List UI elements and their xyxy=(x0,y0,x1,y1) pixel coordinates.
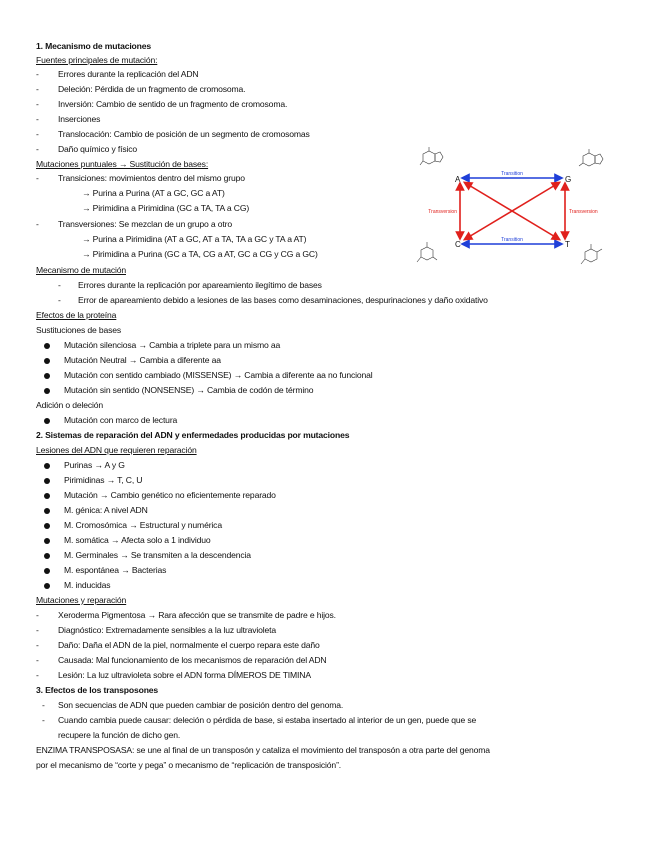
list-item: - Son secuencias de ADN que pueden cambiar de posición dentro del genoma. xyxy=(42,700,344,710)
fuentes-heading: Fuentes principales de mutación: xyxy=(36,55,158,65)
pyrimidine-c-structure-icon xyxy=(417,242,437,262)
section-3-heading: 3. Efectos de los transposones xyxy=(36,685,159,695)
list-item: - Errores durante la replicación por apareamiento ilegítimo de bases xyxy=(58,280,322,290)
list-item: - Daño: Daña el ADN de la piel, normalmente el cuerpo repara este daño xyxy=(36,640,320,650)
mutrep-heading: Mutaciones y reparación xyxy=(36,595,127,605)
transversiones-1: → Purina a Pirimidina (AT a GC, AT a TA, TA a GC y TA a AT) xyxy=(82,234,307,244)
list-item: - Xeroderma Pigmentosa → Rara afección que se transmite de padre e hijos. xyxy=(36,610,336,620)
transversion-label-right: Transversion xyxy=(569,209,598,215)
purine-a-structure-icon xyxy=(420,147,443,165)
list-item-continuation: recupere la función de dicho gen. xyxy=(58,730,181,740)
pyrimidine-t-structure-icon xyxy=(581,244,602,264)
list-item: - Deleción: Pérdida de un fragmento de cromosoma. xyxy=(36,84,246,94)
list-item: - Causada: Mal funcionamiento de los mecanismos de reparación del ADN xyxy=(36,655,327,665)
transiciones-purina: → Purina a Purina (AT a GC, GC a AT) xyxy=(82,188,225,198)
base-t-label: T xyxy=(565,240,570,249)
list-item: - Translocación: Cambio de posición de un segmento de cromosomas xyxy=(36,129,310,139)
section-1-heading: 1. Mecanismo de mutaciones xyxy=(36,41,152,51)
adicion-label: Adición o deleción xyxy=(36,400,104,410)
transversiones-2: → Pirimidina a Purina (GC a TA, CG a AT, GC a CG y CG a GC) xyxy=(82,249,318,259)
transition-label-bottom: Transition xyxy=(501,237,523,243)
document-page: 1. Mecanismo de mutaciones Fuentes principales de mutación: - Errores durante la replicación del ADN - Deleción: Pérdida de un fragmento de cromosoma. - Inversión: Cambio de sentido de un fragmento de cromosoma. - Inserciones - Translocación: Cambio de posición de un segmento de cromosomas - Daño químico y físico Mutaciones puntuales → Sustitución de bases: - Transiciones: movimientos dentro del mismo grupo → Purina a Purina (AT a GC, GC a AT) → Pirimidina a Pirimidina (GC a TA, TA a CG) - Transversiones: Se mezclan de un grupo a otro → Purina a Pirimidina (AT a GC, AT a TA, TA a GC y TA a AT) → Pirimidina a Purina (GC a TA, CG a AT, GC a CG y CG a GC) Mecanismo de mutación - Errores durante la replicación por apareamiento ilegítimo de bases - Error de apareamiento debido a lesiones de las bases como desaminaciones, despurinaciones y daño oxidativo Efectos de la proteína Sustituciones de bases Mutación silenciosa → Cambia a triplete para un mismo aa Mutación Neutral → Cambia a diferente aa Mutación con sentido cambiado (MISSENSE) → Cambia a diferente aa no funcional Mutación sin sentido (NONSENSE) → Cambia de codón de término Adición o deleción Mutación con marco de lectura 2. Sistemas de reparación del ADN y enfermedades producidas por mutaciones Lesiones del ADN que requieren reparación Purinas → A y G Pirimidinas → T, C, U Mutación → Cambio genético no eficientemente reparado M. génica: A nivel ADN M. Cromosómica → Estructural y numérica M. somática → Afecta solo a 1 individuo M. Germinales → Se transmiten a la descendencia M. espontánea → Bacterias M. inducidas Mutaciones y reparación - Xeroderma Pigmentosa → Rara afección que se transmite de padre e hijos. - Diagnóstico: Extremadamente sensibles a la luz ultravioleta - Daño: Daña el ADN de la piel, normalmente el cuerpo repara este daño - Causada: Mal funcionamiento de los mecanismos de reparación del ADN - Lesión: La luz ultravioleta sobre el ADN forma DÍMEROS DE TIMINA 3. Efectos de los transposones - Son secuencias de ADN que pueden cambiar de posición dentro del genoma. - Cuando cambia puede causar: deleción o pérdida de base, si estaba insertado al interior de un gen, puede que se recupere la función de dicho gen. ENZIMA TRANSPOSASA: se une al final de un transposón y cataliza el movimiento del transposón a otra parte del genoma por el mecanismo de “corte y pega” o mecanismo de “replicación de transposición”. A G C T Transition Transition Transversion Transversion xyxy=(0,0,655,848)
transiciones-item: - Transiciones: movimientos dentro del mismo grupo xyxy=(36,173,245,183)
list-item: - Daño químico y físico xyxy=(36,144,138,154)
list-item: - Diagnóstico: Extremadamente sensibles a la luz ultravioleta xyxy=(36,625,277,635)
list-item: - Inserciones xyxy=(36,114,101,124)
base-c-label: C xyxy=(455,240,461,249)
list-item: - Error de apareamiento debido a lesiones de las bases como desaminaciones, despurinaciones y daño oxidativo xyxy=(58,295,488,305)
transition-transversion-diagram xyxy=(405,146,620,278)
list-item: - Errores durante la replicación del ADN xyxy=(36,69,199,79)
section-2-heading: 2. Sistemas de reparación del ADN y enfermedades producidas por mutaciones xyxy=(36,430,350,440)
efectos-heading: Efectos de la proteína xyxy=(36,310,117,320)
enzima-line-2: por el mecanismo de “corte y pega” o mecanismo de “replicación de transposición”. xyxy=(36,760,342,770)
transversiones-item: - Transversiones: Se mezclan de un grupo a otro xyxy=(36,219,232,229)
list-item: - Lesión: La luz ultravioleta sobre el ADN forma DÍMEROS DE TIMINA xyxy=(36,670,311,680)
purine-g-structure-icon xyxy=(579,149,603,166)
sustituciones-label: Sustituciones de bases xyxy=(36,325,122,335)
lesiones-heading: Lesiones del ADN que requieren reparación xyxy=(36,445,197,455)
transiciones-pirimidina: → Pirimidina a Pirimidina (GC a TA, TA a CG) xyxy=(82,203,250,213)
mecanismo-heading: Mecanismo de mutación xyxy=(36,265,126,275)
base-g-label: G xyxy=(565,175,572,184)
list-item: - Inversión: Cambio de sentido de un fragmento de cromosoma. xyxy=(36,99,288,109)
enzima-line-1: ENZIMA TRANSPOSASA: se une al final de un transposón y cataliza el movimiento del transposón a otra parte del genoma xyxy=(36,745,490,755)
transition-label-top: Transition xyxy=(501,171,523,177)
transversion-label-left: Transversion xyxy=(428,209,457,215)
puntuales-heading: Mutaciones puntuales → Sustitución de bases: xyxy=(36,159,209,169)
base-a-label: A xyxy=(455,175,461,184)
list-item: - Cuando cambia puede causar: deleción o pérdida de base, si estaba insertado al interior de un gen, puede que se xyxy=(42,715,477,725)
